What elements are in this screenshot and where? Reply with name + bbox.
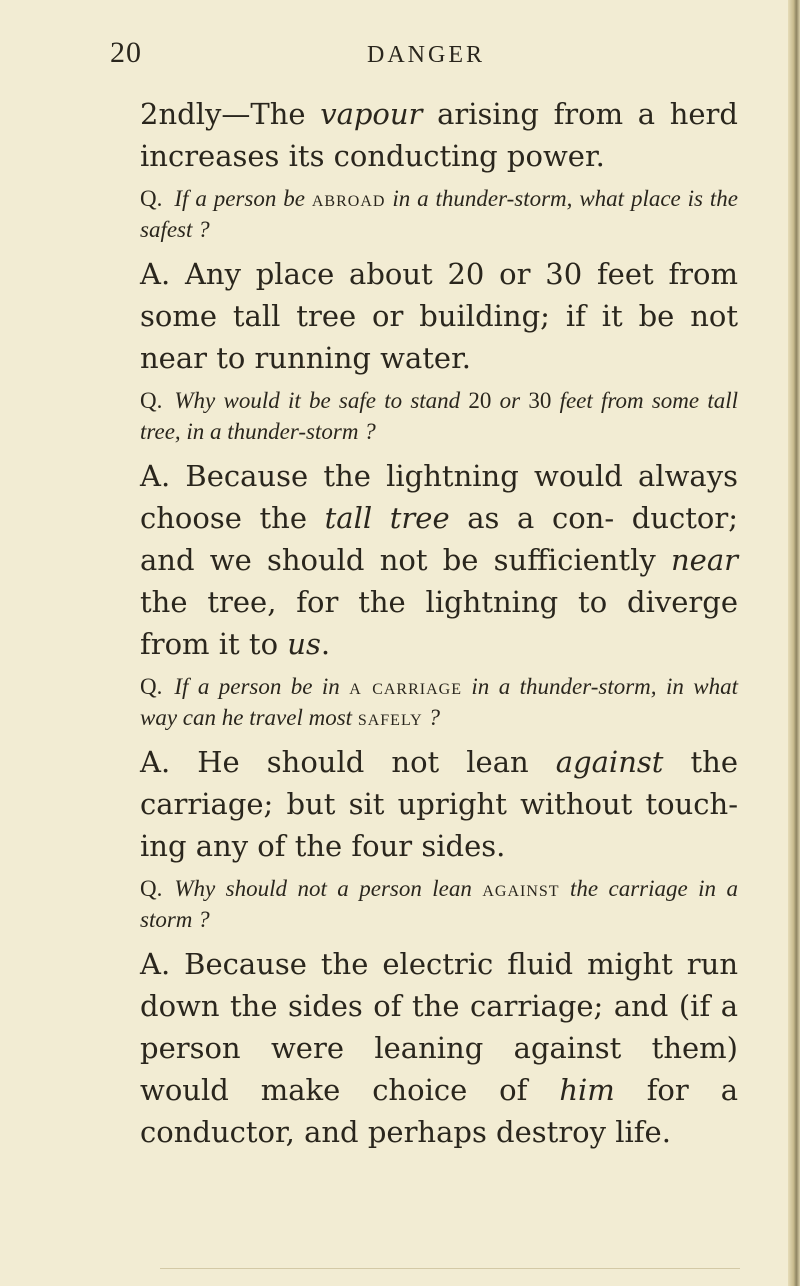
question-label: Q. <box>140 186 163 211</box>
text-run: A. Because the lightning would always choose the <box>140 459 738 535</box>
text-run: ? <box>422 705 440 730</box>
paragraph-secondly <box>140 93 738 177</box>
emphasis: vapour <box>320 97 423 131</box>
text-run: the carriage; but sit upright without touch- ing any of the four sides. <box>140 745 739 863</box>
answer-3 <box>140 741 738 867</box>
number-run: 30 <box>528 388 552 413</box>
text-run: for a conductor, and perhaps destroy life. <box>140 1073 738 1149</box>
emphasis: him <box>559 1073 615 1107</box>
answer-2 <box>140 455 738 665</box>
question-label: Q. <box>140 674 163 699</box>
text-run: the tree, for the lightning to diverge from it to <box>140 585 738 661</box>
text-run: Why would it be safe to stand <box>174 388 469 413</box>
text-run: 2ndly—The <box>140 97 321 131</box>
question-2 <box>140 385 738 447</box>
text-run: feet from some tall tree, in a thunder-storm ? <box>140 388 739 444</box>
question-3 <box>140 671 738 733</box>
emphasis: near <box>671 543 738 577</box>
page-edge <box>788 0 800 1286</box>
emphasis: us <box>287 627 321 661</box>
text-run: A. Because the electric fluid might run down the sides of the carriage; and (if a person were leaning against them) would make choice of <box>140 947 738 1107</box>
text-run: Why should not a person lean <box>174 876 483 901</box>
text-run: . <box>320 627 331 661</box>
text-run: in a thunder-storm, what place is the safest ? <box>140 186 738 242</box>
text-run: A. He should not lean <box>140 745 556 779</box>
text-run: arising from a herd increases its conducting power. <box>140 97 738 173</box>
answer-1 <box>140 253 738 379</box>
small-caps-run: a carriage <box>349 674 462 699</box>
text-run: A. Any place about 20 or 30 feet from some tall tree or building; if it be not near to running water. <box>140 257 738 375</box>
small-caps-run: safely <box>357 705 423 730</box>
small-caps-run: against <box>482 876 560 901</box>
page-bottom-rule <box>160 1268 740 1269</box>
small-caps-run: abroad <box>311 186 386 211</box>
running-head: DANGER <box>367 42 485 68</box>
text-run: in a thunder-storm, in what way can he travel most <box>140 674 738 730</box>
page-header <box>0 26 800 76</box>
text-run: as a con- ductor; and we should not be sufficiently <box>140 501 738 577</box>
answer-4 <box>140 943 738 1153</box>
number-run: 20 <box>468 388 492 413</box>
text-run: the carriage in a storm ? <box>140 876 739 932</box>
page-body <box>140 93 738 1159</box>
page-number: 20 <box>110 36 142 69</box>
emphasis: tall tree <box>324 501 450 535</box>
question-label: Q. <box>140 876 163 901</box>
text-run: If a person be in <box>174 674 350 699</box>
question-4 <box>140 873 738 935</box>
question-1 <box>140 183 738 245</box>
question-label: Q. <box>140 388 163 413</box>
emphasis: against <box>555 745 664 779</box>
text-run: or <box>491 388 529 413</box>
text-run: If a person be <box>174 186 312 211</box>
